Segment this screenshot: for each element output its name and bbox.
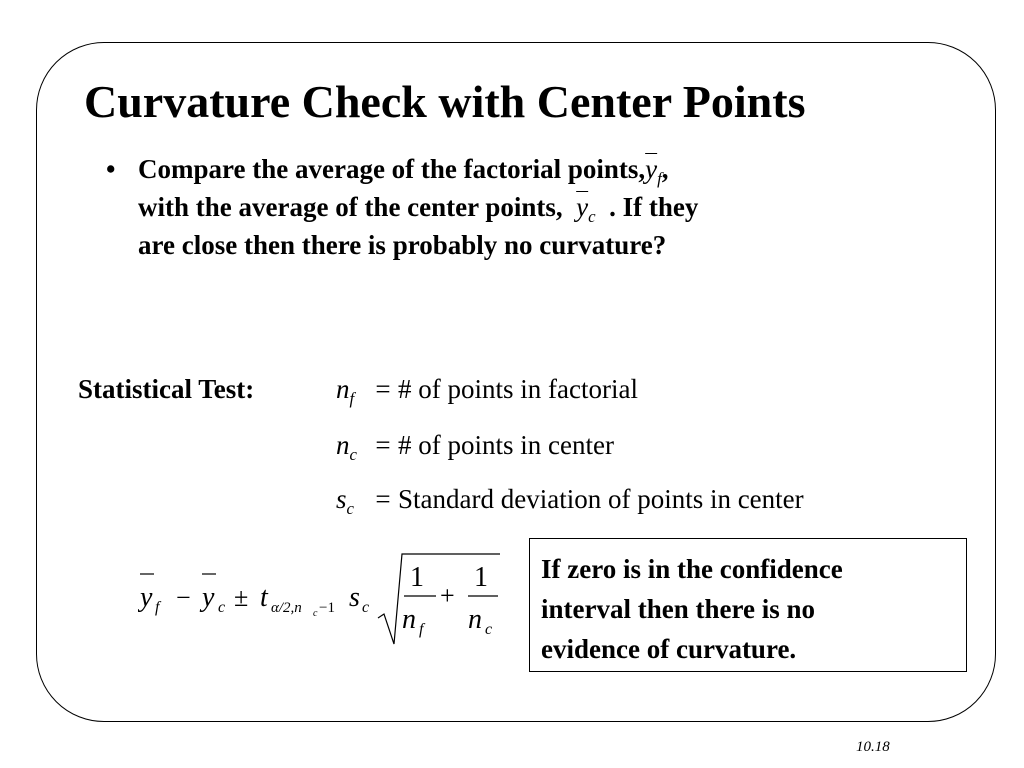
definition-nc-subscript: c (349, 444, 357, 464)
definition-nc-equals: = (375, 430, 391, 460)
formula-denominator-1: n (402, 604, 416, 635)
formula-yc-subscript: c (218, 599, 226, 616)
formula-plus: + (440, 581, 455, 610)
formula-denominator-2: n (468, 604, 482, 635)
statistical-test-label: Statistical Test: (78, 374, 255, 404)
note-line-2: interval then there is no (541, 594, 815, 624)
formula-plus-minus: ± (234, 583, 249, 612)
formula-s: s (349, 582, 360, 613)
definition-nc-letter: n (336, 430, 350, 460)
formula-t: t (260, 582, 268, 613)
bullet-line-3: are close then there is probably no curvature? (138, 230, 667, 260)
definition-nc-symbol (336, 426, 368, 468)
formula-numerator-1: 1 (410, 562, 424, 593)
definition-sc (336, 480, 804, 522)
bullet-line-2-tail: . If they (609, 192, 699, 222)
definition-nf (336, 370, 638, 412)
y-bar-c-symbol: $\overline{y}$ (576, 192, 589, 222)
definition-sc-text: Standard deviation of points in center (398, 484, 804, 514)
bullet-line-1 (138, 150, 669, 192)
bullet-line-1-tail: , (661, 154, 669, 184)
formula-yf-subscript: f (155, 599, 160, 616)
formula-s-subscript: c (362, 599, 370, 616)
definition-nf-equals: = (375, 374, 391, 404)
y-bar-c-subscript: c (588, 206, 596, 226)
bullet-line-2-text: with the average of the center points, (138, 192, 563, 222)
note-line-3: evidence of curvature. (541, 634, 797, 664)
formula-denominator-2-subscript: c (485, 621, 493, 638)
definition-nf-letter: n (336, 374, 350, 404)
formula-denominator-1-subscript: f (419, 621, 424, 638)
definition-nc (336, 426, 614, 468)
page-number: 10.18 (856, 739, 890, 755)
formula-t-subscript-tail: −1 (319, 600, 335, 616)
definition-sc-subscript: c (346, 498, 354, 518)
slide-title: Curvature Check with Center Points (84, 76, 806, 127)
confidence-interval-formula (138, 548, 508, 648)
definition-sc-equals: = (375, 484, 391, 514)
definition-sc-symbol (336, 480, 368, 522)
formula-yc: y (202, 582, 215, 613)
definition-sc-letter: s (336, 484, 347, 514)
note-line-1: If zero is in the confidence (541, 554, 843, 584)
definition-nf-subscript: f (349, 388, 355, 408)
y-bar-f-symbol: $\overline{y}$ (645, 154, 658, 184)
note-box (529, 538, 967, 672)
definition-nf-symbol (336, 370, 368, 412)
bullet-line-2 (138, 188, 698, 230)
y-bar-f-subscript: f (657, 168, 662, 188)
definition-nc-text: # of points in center (398, 430, 614, 460)
formula-numerator-2: 1 (474, 562, 488, 593)
bullet-marker: • (106, 154, 116, 184)
formula-minus: − (176, 583, 191, 612)
formula-t-subscript-c: c (313, 608, 318, 619)
definition-nf-text: # of points in factorial (398, 374, 638, 404)
bullet-line-1-text: Compare the average of the factorial points, (138, 154, 646, 184)
formula-t-subscript: α/2,n (271, 600, 302, 616)
formula-yf: y (140, 582, 153, 613)
